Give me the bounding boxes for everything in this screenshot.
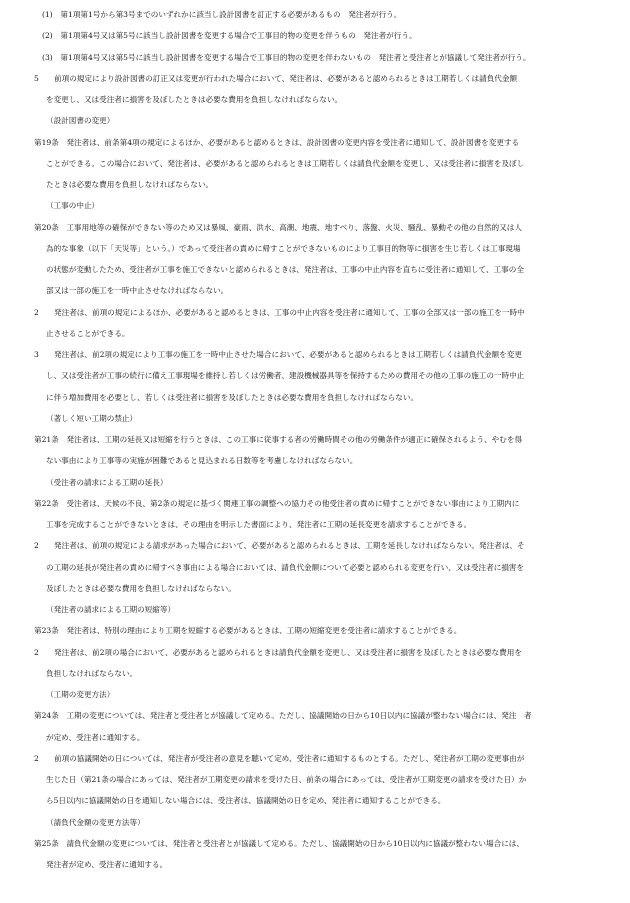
text-line-clause-item-1: (1) 第1項第1号から第3号までのいずれかに該当し設計図書を訂正する必要があるもの 発注者が行う。: [42, 10, 402, 19]
text-line: の状態が変動したため、受注者が工事を施工できないと認められるときは、発注者は、工事の中止内容を直ちに受注者に通知して、工事の全: [46, 265, 524, 274]
text-line-clause-item-3: (3) 第1項第4号又は第5号に該当し設計図書を変更する場合で工事目的物の変更を伴わないもの 発注者と受注者とが協議して発注者が行う。: [42, 52, 531, 62]
text-line: たときは必要な費用を負担しなければならない。: [46, 180, 214, 189]
section-heading-short-period: （著しく短い工期の禁止）: [46, 413, 138, 423]
text-line-clause-item-2: (2) 第1項第4号又は第5号に該当し設計図書を変更する場合で工事目的物の変更を伴うもの 発注者が行う。: [42, 31, 417, 41]
article-19-line: 第19条 発注者は、前条第4項の規定によるほか、必要があると認めるときは、設計図書の変更内容を受注者に通知して、設計図書を変更する: [34, 137, 520, 147]
text-line: が定め、受注者に通知する。: [46, 732, 145, 742]
text-line: 為的な事象（以下「天災等」という。）であって受注者の責めに帰すことができないものにより工事目的物等に損害を生じ若しくは工事現場: [46, 243, 521, 253]
text-line: し、又は受注者が工事の続行に備え工事現場を維持し若しくは労働者、建設機械器具等を保持するための費用その他の工事の施工の一時中止: [46, 371, 525, 381]
section-heading-period-extension: （受注者の請求による工期の延長）: [46, 477, 168, 487]
text-line-para-2: 2 発注者は、前項の規定による請求があった場合において、必要があると認められるときは、工期を延長しなければならない。発注者は、そ: [34, 541, 525, 551]
text-line-para-2: 2 前項の協議開始の日については、発注者が受注者の意見を聴いて定め、受注者に通知するものとする。ただし、発注者が工期の変更事由が: [34, 753, 525, 763]
section-heading-design-change: （設計図書の変更）: [46, 116, 115, 126]
section-heading-price-change-method: （請負代金額の変更方法等）: [46, 817, 145, 827]
text-line: 及ぼしたときは必要な費用を負担しなければならない。: [46, 583, 236, 593]
text-line-para-3: 3 発注者は、前2項の規定により工事の施工を一時中止させた場合において、必要があると認められるときは工期若しくは請負代金額を変更: [34, 350, 522, 359]
text-line-para-5: 5 前項の規定により設計図書の訂正又は変更が行われた場合において、発注者は、必要があると認められるときは工期若しくは請負代金額: [34, 73, 518, 83]
text-line: 止させることができる。: [46, 328, 130, 338]
text-line: 工事を完成することができないときは、その理由を明示した書面により、発注者に工期の延長変更を請求することができる。: [46, 520, 472, 529]
text-line: 生じた日（第21条の場合にあっては、発注者が工期変更の請求を受けた日、前条の場合にあっては、受注者が工期変更の請求を受けた日）か: [46, 775, 527, 784]
text-line: ない事由により工事等の実施が困難であると見込まれる日数等を考慮しなければならない。: [46, 456, 358, 466]
text-line: ら5日以内に協議開始の日を通知しない場合には、受注者は、協議開始の日を定め、発注者に通知することができる。: [46, 796, 446, 806]
article-25-line: 第25条 請負代金額の変更については、発注者と受注者とが協議して定める。ただし、協議開始の日から10日以内に協議が整わない場合には、: [34, 838, 524, 848]
text-line-para-2: 2 発注者は、前項の規定によるほか、必要があると認めるときは、工事の中止内容を受注者に通知して、工事の全部又は一部の施工を一時中: [34, 307, 525, 317]
text-line: を変更し、又は受注者に損害を及ぼしたときは必要な費用を負担しなければならない。: [46, 95, 343, 104]
text-line: 部又は一部の施工を一時中止させなければならない。: [46, 286, 229, 296]
text-line: 発注者が定め、受注者に通知する。: [46, 860, 168, 869]
section-heading-work-suspension: （工事の中止）: [46, 201, 100, 211]
text-line: の工期の延長が発注者の責めに帰すべき事由による場合においては、請負代金額について必要と認められる変更を行い、又は受注者に損害を: [46, 562, 525, 572]
article-24-line: 第24条 工期の変更については、発注者と受注者とが協議して定める。ただし、協議開始の日から10日以内に協議が整わない場合には、発注 者: [34, 711, 532, 721]
article-21-line: 第21条 発注者は、工期の延長又は短縮を行うときは、この工事に従事する者の労働時間その他の労働条件が適正に確保されるよう、やむを得: [34, 435, 523, 444]
article-22-line: 第22条 受注者は、天候の不良、第2条の規定に基づく関連工事の調整への協力その他受注者の責めに帰すことができない事由により工期内に: [34, 498, 520, 508]
article-20-line: 第20条 工事用地等の確保ができない等のため又は暴風、豪雨、洪水、高潮、地震、地すべり、落盤、火災、騒乱、暴動その他の自然的又は人: [34, 222, 522, 232]
text-line: 負担しなければならない。: [46, 668, 138, 678]
section-heading-period-change-method: （工期の変更方法）: [46, 690, 115, 699]
text-line-para-2: 2 発注者は、前2項の場合において、必要があると認められるときは請負代金額を変更し、又は受注者に損害を及ぼしたときは必要な費用を: [34, 647, 522, 657]
text-line: ことができる。この場合において、発注者は、必要があると認められるときは工期若しくは請負代金額を変更し、又は受注者に損害を及ぼし: [46, 158, 525, 168]
section-heading-period-shortening: （発注者の請求による工期の短縮等）: [46, 605, 176, 614]
article-23-line: 第23条 発注者は、特別の理由により工期を短縮する必要があるときは、工期の短縮変更を受注者に請求することができる。: [34, 626, 462, 636]
text-line: に伴う増加費用を必要とし、若しくは受注者に損害を及ぼしたときは必要な費用を負担しなければならない。: [46, 392, 419, 402]
